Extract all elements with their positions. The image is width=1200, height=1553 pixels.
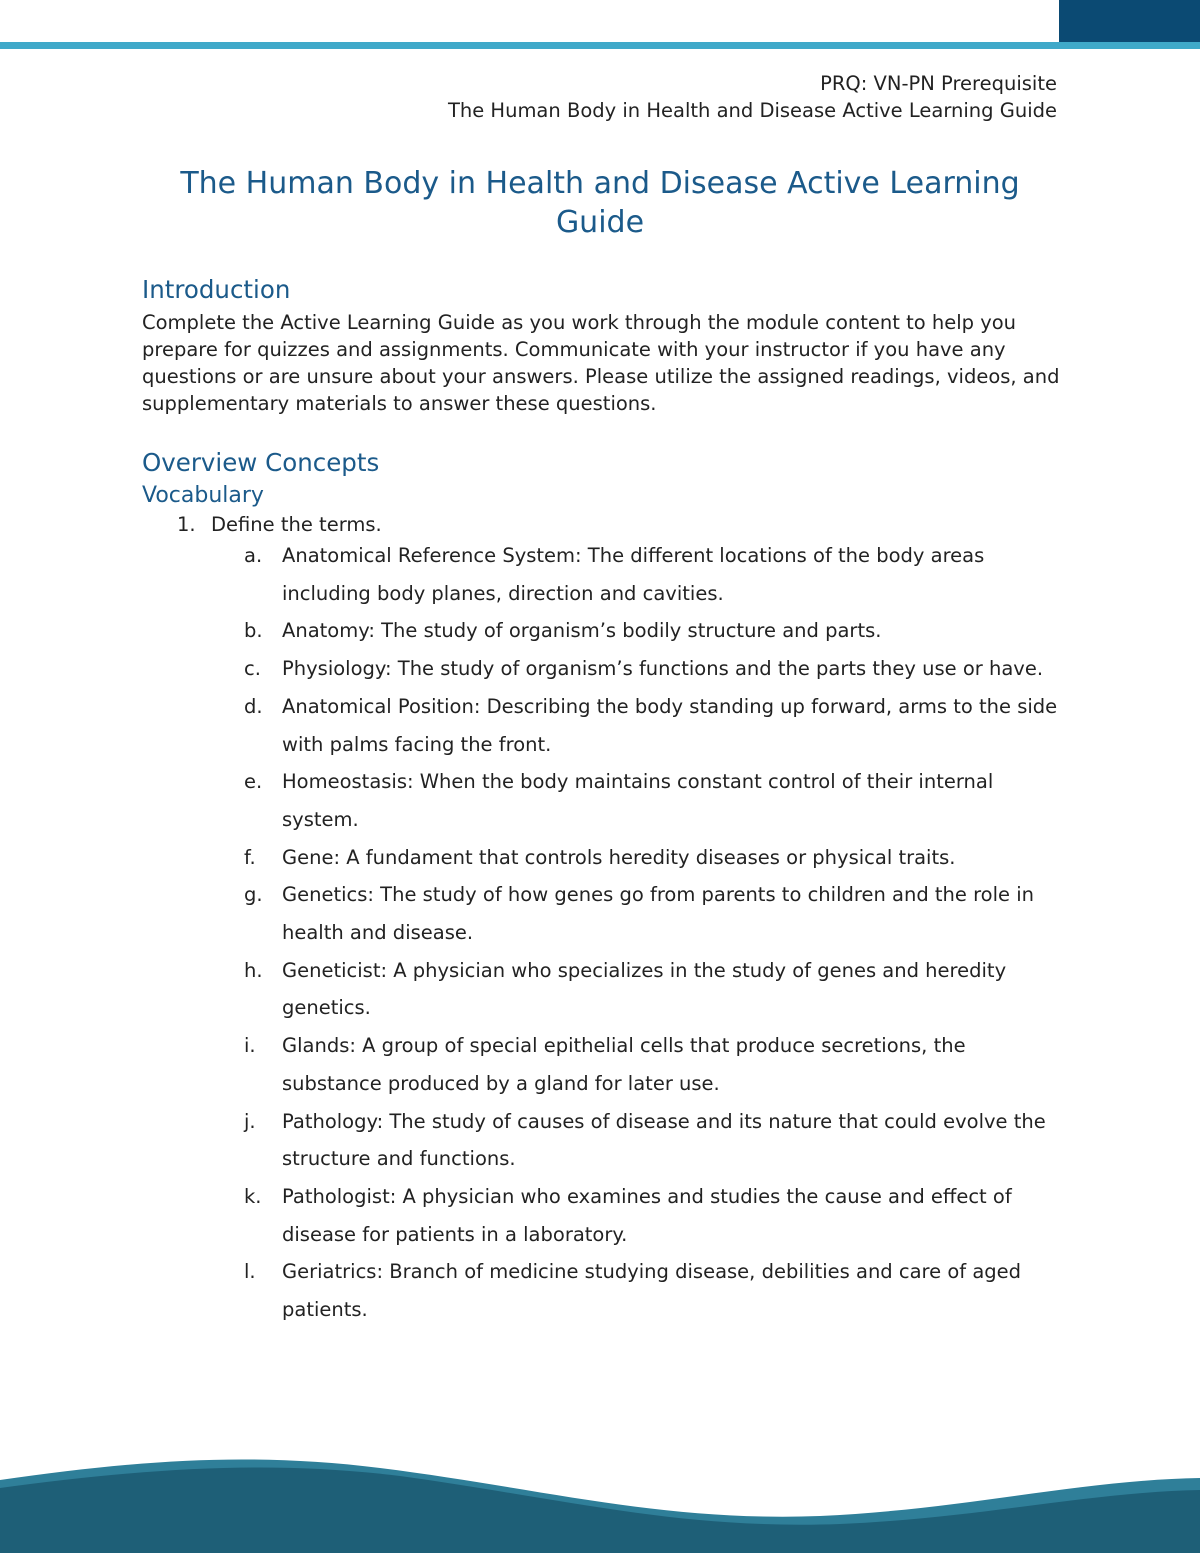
vocabulary-item-marker: i. [244, 1034, 256, 1058]
introduction-body: Complete the Active Learning Guide as you work through the module content to help you prepare for quizzes and assignments. Communicate with your instructor if you have any questions or are unsure about your answers. Please utilize the assigned readings, videos, and supplementary materials to answer these questions. [142, 311, 1060, 415]
vocabulary-item-marker: e. [244, 770, 263, 794]
vocabulary-item [244, 952, 1064, 1027]
vocabulary-item-text: Homeostasis: When the body maintains constant control of their internal system. [282, 770, 994, 831]
header-corner-block [1059, 0, 1200, 42]
vocabulary-item-marker: h. [244, 958, 263, 982]
overview-concepts-heading: Overview Concepts [142, 448, 380, 477]
vocabulary-item-text: Anatomy: The study of organism’s bodily structure and parts. [282, 619, 882, 643]
vocabulary-item [244, 839, 1064, 877]
vocabulary-item-marker: f. [244, 845, 256, 869]
vocabulary-item-text: Gene: A fundament that controls heredity diseases or physical traits. [282, 845, 956, 869]
vocabulary-item [244, 1027, 1064, 1102]
vocabulary-item-marker: c. [244, 657, 261, 681]
vocabulary-item-marker: d. [244, 694, 263, 718]
vocabulary-item-marker: a. [244, 544, 263, 567]
vocabulary-item-text: Pathologist: A physician who examines and studies the cause and effect of disease for patients in a laboratory. [282, 1184, 1012, 1246]
vocabulary-item-text: Glands: A group of special epithelial cells that produce secretions, the substance produced by a gland for later use. [282, 1034, 966, 1095]
vocabulary-item-text: Anatomical Position: Describing the body standing up forward, arms to the side with palms facing the front. [282, 694, 1058, 756]
vocabulary-item [244, 1103, 1064, 1178]
running-header [448, 70, 1057, 124]
vocabulary-item-text: Genetics: The study of how genes go from parents to children and the role in health and disease. [282, 883, 1035, 945]
vocabulary-item [244, 537, 1064, 612]
question-text: Define the terms. [211, 513, 382, 536]
vocabulary-item [244, 876, 1064, 951]
document-title-line-2: Guide [555, 205, 645, 240]
header-course: PRQ: VN-PN Prerequisite [820, 72, 1057, 95]
footer-wave-front [0, 1467, 1200, 1553]
header-guide-title: The Human Body in Health and Disease Active Learning Guide [447, 99, 1057, 122]
header-rule [0, 42, 1200, 49]
vocabulary-item-text: Anatomical Reference System: The different locations of the body areas including body planes, direction and cavities. [282, 544, 985, 605]
vocabulary-item [244, 650, 1064, 688]
vocabulary-item [244, 612, 1064, 650]
vocabulary-item-text: Pathology: The study of causes of disease and its nature that could evolve the structure and functions. [282, 1109, 1046, 1171]
footer-wave [0, 1430, 1200, 1553]
vocabulary-list [244, 537, 1064, 1329]
vocabulary-item [244, 688, 1064, 763]
vocabulary-item [244, 1178, 1064, 1253]
vocabulary-heading: Vocabulary [142, 483, 264, 508]
vocabulary-item-marker: g. [244, 883, 263, 907]
document-title-line-1: The Human Body in Health and Disease Active Learning [180, 166, 1020, 201]
vocabulary-item [244, 1253, 1064, 1328]
vocabulary-item-marker: k. [244, 1184, 262, 1208]
document-title [142, 164, 1058, 242]
vocabulary-item-text: Geneticist: A physician who specializes in the study of genes and heredity genetics. [282, 958, 1007, 1020]
vocabulary-item-marker: b. [244, 619, 263, 643]
question-number: 1. [177, 513, 196, 536]
vocabulary-item-text: Geriatrics: Branch of medicine studying disease, debilities and care of aged patients. [282, 1260, 1022, 1322]
introduction-heading: Introduction [142, 275, 291, 304]
question-1 [177, 511, 382, 538]
vocabulary-item-text: Physiology: The study of organism’s functions and the parts they use or have. [282, 657, 1044, 681]
vocabulary-item-marker: j. [244, 1109, 256, 1133]
vocabulary-item [244, 763, 1064, 838]
vocabulary-item-marker: l. [244, 1260, 256, 1284]
